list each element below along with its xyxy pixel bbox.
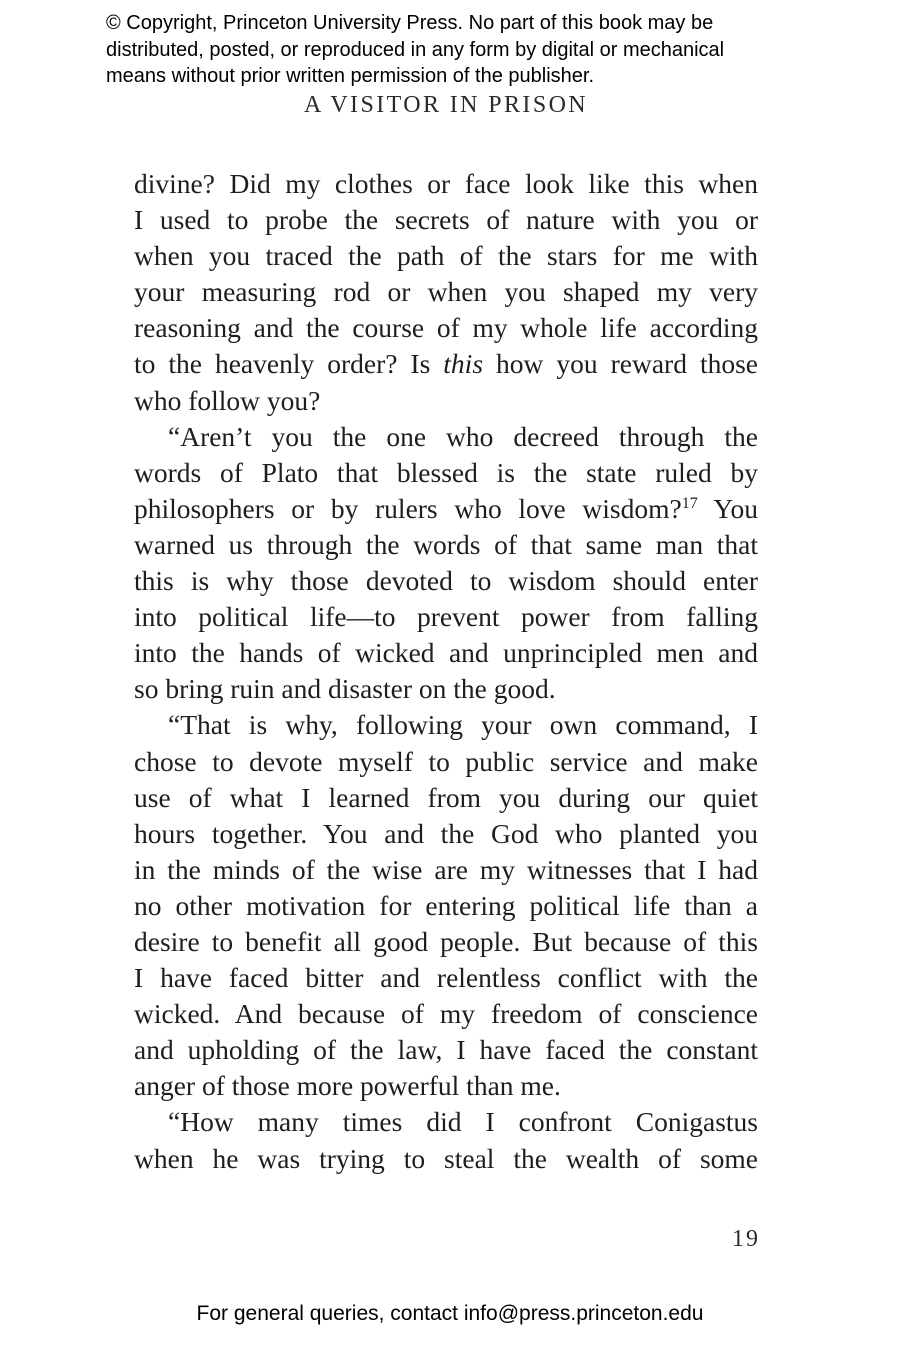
running-head: A VISITOR IN PRISON [303, 92, 589, 118]
copyright-line: distributed, posted, or reproduced in any form by digital or mechanical [106, 38, 725, 61]
footer-contact: For general queries, contact info@press.princeton.edu [196, 1302, 704, 1325]
text-line: hours together. You and the God who planted you [134, 817, 758, 849]
footnote-marker: 17 [681, 494, 698, 512]
text-line: wicked. And because of my freedom of conscience [134, 998, 758, 1030]
text-line: I have faced bitter and relentless conflict with the [134, 962, 758, 994]
text-line: use of what I learned from you during our quiet [134, 781, 758, 813]
text-line: anger of those more powerful than me. [134, 1070, 561, 1102]
text-line: “Aren’t you the one who decreed through the [168, 420, 758, 452]
paragraph [134, 707, 758, 1104]
text-line: your measuring rod or when you shaped my very [134, 276, 758, 308]
text-line: in the minds of the wise are my witnesses that I had [134, 853, 758, 885]
text-line: no other motivation for entering political life than a [134, 889, 758, 921]
copyright-line: means without prior written permission of the publisher. [106, 65, 595, 87]
emphasis: this [443, 348, 484, 380]
text-line: divine? Did my clothes or face look like this when [134, 168, 758, 199]
text-line: “That is why, following your own command, I [168, 709, 758, 741]
text-line: chose to devote myself to public service and make [134, 745, 758, 777]
body-text [134, 166, 758, 1177]
text-line: when he was trying to steal the wealth of some [134, 1142, 758, 1174]
paragraph [134, 419, 758, 708]
text-line: this is why those devoted to wisdom should enter [134, 565, 758, 597]
text-line: and upholding of the law, I have faced the constant [134, 1034, 758, 1066]
text-line: words of Plato that blessed is the state ruled by [134, 456, 758, 488]
text-line: so bring ruin and disaster on the good. [134, 673, 556, 705]
text-line: reasoning and the course of my whole life according [134, 312, 758, 344]
text-line [134, 346, 758, 382]
text-line: I used to probe the secrets of nature with you or [134, 204, 758, 236]
text-line: into political life—to prevent power from falling [134, 601, 758, 633]
text-line: into the hands of wicked and unprincipled men and [134, 637, 758, 669]
text-line: desire to benefit all good people. But because of this [134, 925, 758, 957]
paragraph [134, 1104, 758, 1176]
text-run: how you reward those [483, 348, 758, 380]
text-line [134, 491, 758, 527]
text-line: “How many times did I confront Conigastus [168, 1106, 758, 1138]
page-number: 19 [732, 1226, 760, 1252]
copyright-line: © Copyright, Princeton University Press. No part of this book may be [106, 12, 714, 34]
text-line: who follow you? [134, 384, 321, 416]
text-line: when you traced the path of the stars for me with [134, 240, 758, 272]
text-run: You [697, 492, 758, 524]
text-run: to the heavenly order? Is [134, 348, 444, 380]
paragraph [134, 166, 758, 419]
text-run: philosophers or by rulers who love wisdom? [134, 492, 682, 524]
text-line: warned us through the words of that same man that [134, 528, 758, 560]
copyright-notice [106, 10, 826, 90]
